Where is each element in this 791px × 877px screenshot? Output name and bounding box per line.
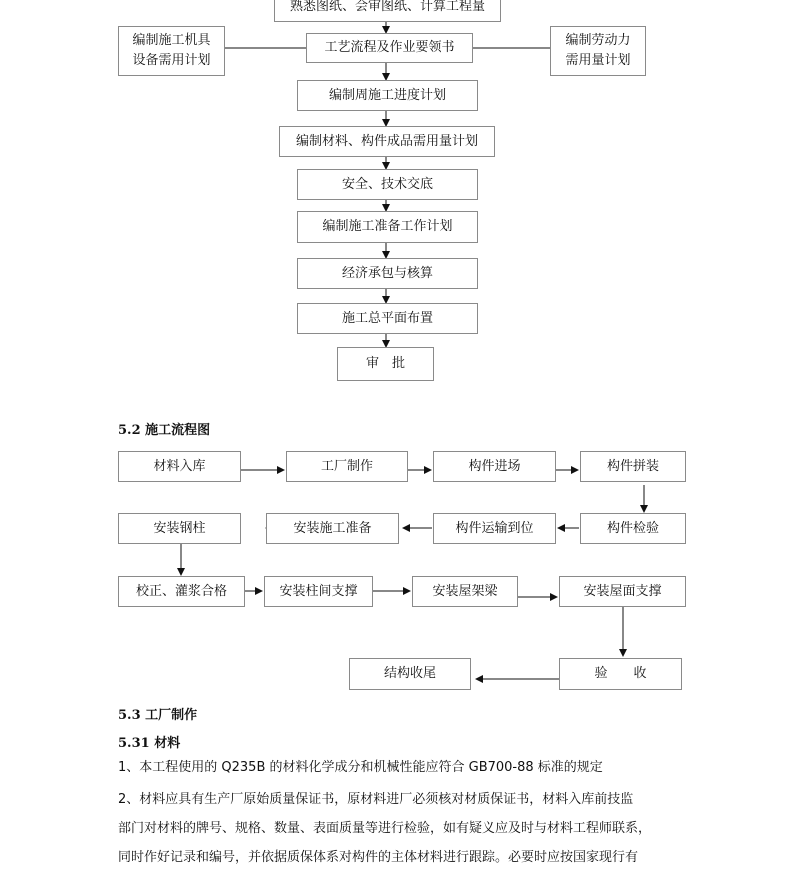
section-5-2-title: 5.2 施工流程图 [118, 423, 211, 438]
paragraph-2-line-1: 2、材料应具有生产厂原始质量保证书，原材料进厂必须核对材质保证书，材料入库前技监 [118, 792, 634, 807]
paragraph-2-line-3: 同时作好记录和编号，并依据质保体系对构件的主体材料进行跟踪。必要时应按国家现行有 [118, 850, 639, 865]
flow-step-weekly-schedule: 编制周施工进度计划 [297, 80, 478, 111]
flow-side-labor-plan [550, 26, 646, 76]
proc-install-roof-bracing: 安装屋面支撑 [559, 576, 686, 607]
proc-factory-fabrication: 工厂制作 [286, 451, 408, 482]
proc-install-steel-column: 安装钢柱 [118, 513, 241, 544]
proc-install-roof-beam: 安装屋架梁 [412, 576, 518, 607]
section-5-3-title: 5.3 工厂制作 [118, 708, 198, 723]
proc-install-column-bracing: 安装柱间支撑 [264, 576, 373, 607]
proc-component-assembly: 构件拼装 [580, 451, 686, 482]
section-5-31-title: 5.31 材料 [118, 736, 181, 751]
proc-component-inspection: 构件检验 [580, 513, 686, 544]
side-right-line-2: 需用量计划 [565, 53, 631, 68]
proc-component-transport: 构件运输到位 [433, 513, 556, 544]
proc-acceptance: 验 收 [559, 658, 682, 690]
proc-structure-finishing: 结构收尾 [349, 658, 471, 690]
flow-step-material-plan: 编制材料、构件成品需用量计划 [279, 126, 495, 157]
flow-step-safety-briefing: 安全、技术交底 [297, 169, 478, 200]
proc-correction-grouting: 校正、灌浆合格 [118, 576, 245, 607]
flow-step-familiarize-drawings: 熟悉图纸、会审图纸、计算工程量 [274, 0, 501, 22]
side-left-line-2: 设备需用计划 [132, 53, 211, 68]
flow-step-site-layout: 施工总平面布置 [297, 303, 478, 334]
proc-component-entry: 构件进场 [433, 451, 556, 482]
paragraph-2 [118, 785, 678, 872]
flow-step-approval: 审 批 [337, 347, 434, 381]
paragraph-1-line: 1、本工程使用的 Q235B 的材料化学成分和机械性能应符合 GB700-88 标准的规定 [118, 760, 603, 775]
side-left-line-1: 编制施工机具 [132, 33, 211, 48]
flow-step-prep-plan: 编制施工准备工作计划 [297, 211, 478, 243]
paragraph-1 [118, 753, 678, 782]
paragraph-2-line-2: 部门对材料的牌号、规格、数量、表面质量等进行检验，如有疑义应及时与材料工程师联系， [118, 821, 652, 836]
flow-step-economic-contract: 经济承包与核算 [297, 258, 478, 289]
proc-install-prep: 安装施工准备 [266, 513, 399, 544]
flow-side-machinery-plan [118, 26, 225, 76]
side-right-line-1: 编制劳动力 [565, 33, 631, 48]
flow-step-process-flow: 工艺流程及作业要领书 [306, 33, 473, 63]
proc-material-storage: 材料入库 [118, 451, 241, 482]
